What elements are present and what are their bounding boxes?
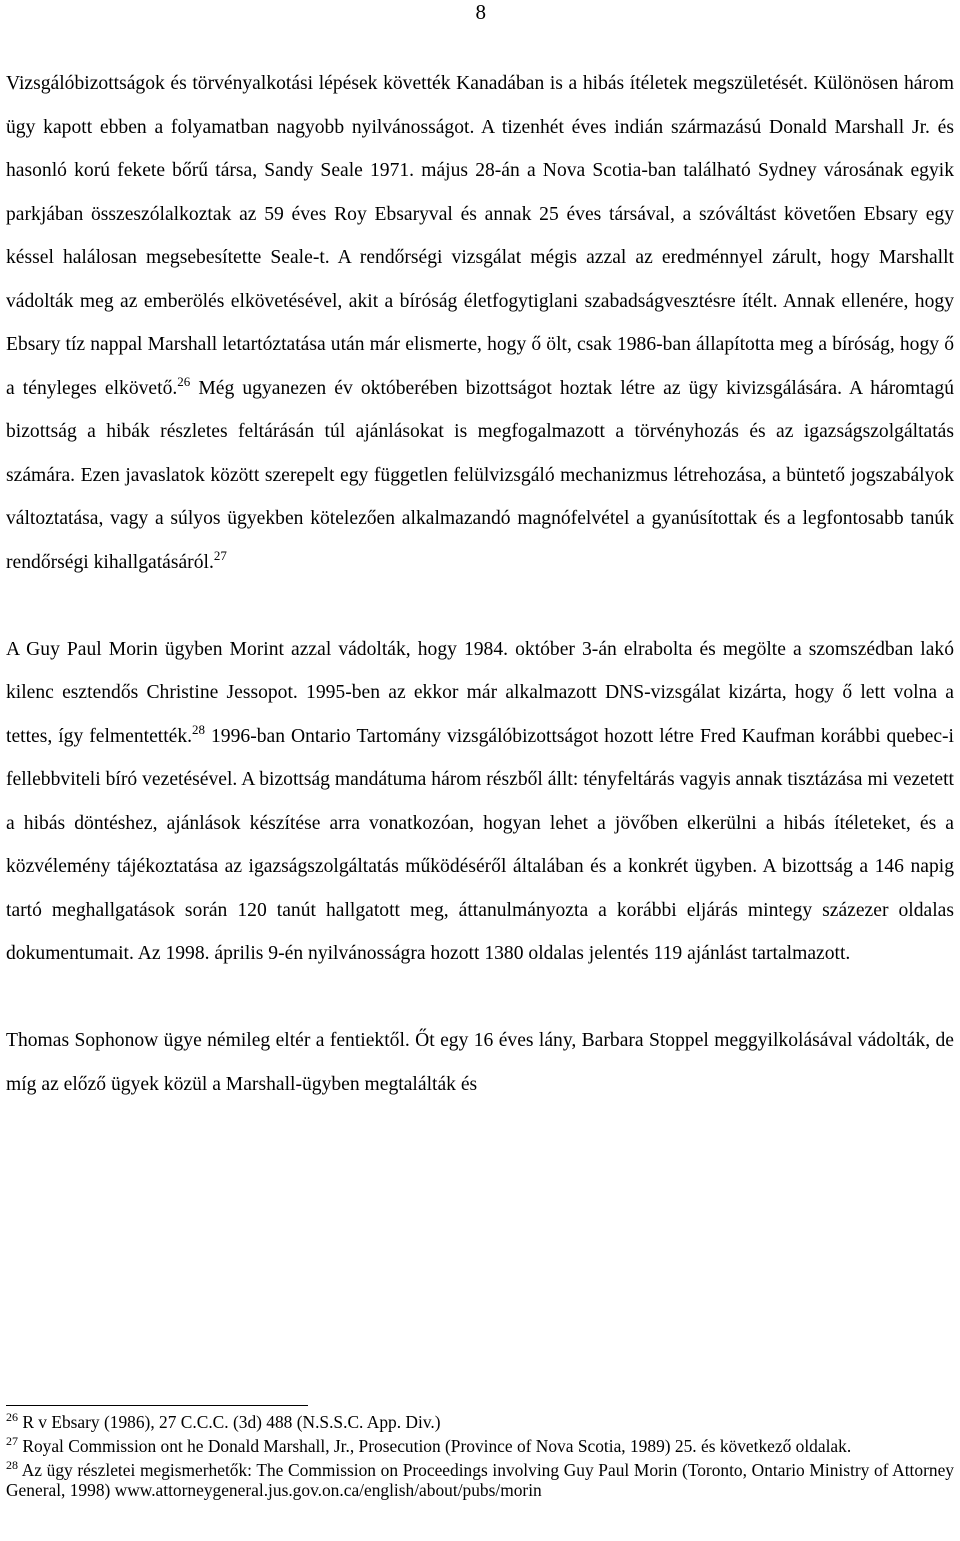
footnote-number: 27 xyxy=(6,1434,18,1448)
footnote-number: 28 xyxy=(6,1458,18,1472)
footnotes xyxy=(6,1412,954,1504)
paragraph-text: Thomas Sophonow ügye némileg eltér a fentiektől. Őt egy 16 éves lány, Barbara Stoppel meggyilkolásával vádolták, de míg az előző ügyek közül a Marshall-ügyben megtalálták és xyxy=(6,1030,954,1095)
footnote-text: Royal Commission ont he Donald Marshall, Jr., Prosecution (Province of Nova Scotia, 1989) 25. és következő oldalak. xyxy=(18,1436,852,1456)
footnote-reference: 26 xyxy=(177,373,191,389)
page-number: 8 xyxy=(475,0,486,24)
footnote xyxy=(6,1436,954,1456)
footnote xyxy=(6,1412,954,1432)
body-text xyxy=(6,62,954,1106)
footnote-number: 26 xyxy=(6,1410,18,1424)
paragraph-text: A Guy Paul Morin ügyben Morint azzal vádolták, hogy 1984. október 3-án elrabolta és megölte a szomszédban lakó kilenc esztendős Christine Jessopot. 1995-ben az ekkor már alkalmazott DNS-vizsgálat kizárta, hogy ő lett volna a tettes, így felmentették. xyxy=(6,638,954,747)
paragraph-marshall-case xyxy=(6,62,954,584)
footnote-text: Az ügy részletei megismerhetők: The Commission on Proceedings involving Guy Paul Morin (Toronto, Ontario Ministry of Attorney General, 1998) www.attorneygeneral.jus.gov.on.ca/english/about/pubs/morin xyxy=(6,1460,954,1500)
paragraph-text: Vizsgálóbizottságok és törvényalkotási lépések követték Kanadában is a hibás ítéletek megszületését. Különösen három ügy kapott ebben a folyamatban nagyobb nyilvánosságot. A tizenhét éves indián származású Donald Marshall Jr. és hasonló korú fekete bőrű társa, Sandy Seale 1971. május 28-án a Nova Scotia-ban található Sydney városának egyik parkjában összeszólalkoztak az 59 éves Roy Ebsaryval és annak 25 éves társával, a szóváltást követően Ebsary egy késsel halálosan megsebesítette Seale-t. A rendőrségi vizsgálat mégis azzal az eredménnyel zárult, hogy Marshallt vádolták meg az emberölés elkövetésével, akit a bíróság életfogytiglani szabadságvesztésre ítélt. Annak ellenére, hogy Ebsary tíz nappal Marshall letartóztatása után már elismerte, hogy ő ölt, csak 1986-ban állapította meg a bíróság, hogy ő a tényleges elkövető. xyxy=(6,73,954,399)
paragraph-sophonow-case xyxy=(6,1019,954,1106)
footnote-reference: 27 xyxy=(213,547,227,563)
paragraph-morin-case xyxy=(6,628,954,976)
footnote-reference: 28 xyxy=(192,721,206,737)
footnote-text: R v Ebsary (1986), 27 C.C.C. (3d) 488 (N.S.S.C. App. Div.) xyxy=(18,1412,441,1432)
footnote-separator xyxy=(6,1405,308,1406)
paragraph-text: Még ugyanezen év októberében bizottságot hoztak létre az ügy kivizsgálására. A háromtagú bizottság a hibák részletes feltárásán túl ajánlásokat is megfogalmazott a törvényhozás és az igazságszolgáltatás számára. Ezen javaslatok között szerepelt egy független felülvizsgáló mechanizmus létrehozása, a büntető jogszabályok változtatása, vagy a súlyos ügyekben kötelezően alkalmazandó magnófelvétel a gyanúsítottak és a legfontosabb tanúk rendőrségi kihallgatásáról. xyxy=(6,377,954,573)
paragraph-text: 1996-ban Ontario Tartomány vizsgálóbizottságot hozott létre Fred Kaufman korábbi quebec-i fellebbviteli bíró vezetésével. A bizottság mandátuma három részből állt: tényfeltárás vagyis annak tisztázása mi vezetett a hibás döntéshez, ajánlások készítése arra vonatkozóan, hogyan lehet a jövőben elkerülni a hibás ítéleteket, és a közvélemény tájékoztatása az igazságszolgáltatás működéséről általában és a konkrét ügyben. A bizottság a 146 napig tartó meghallgatások során 120 tanút hallgatott meg, áttanulmányozta a korábbi eljárás mintegy százezer oldalas dokumentumait. Az 1998. április 9-én nyilvánosságra hozott 1380 oldalas jelentés 119 ajánlást tartalmazott. xyxy=(6,725,954,964)
footnote xyxy=(6,1460,954,1500)
